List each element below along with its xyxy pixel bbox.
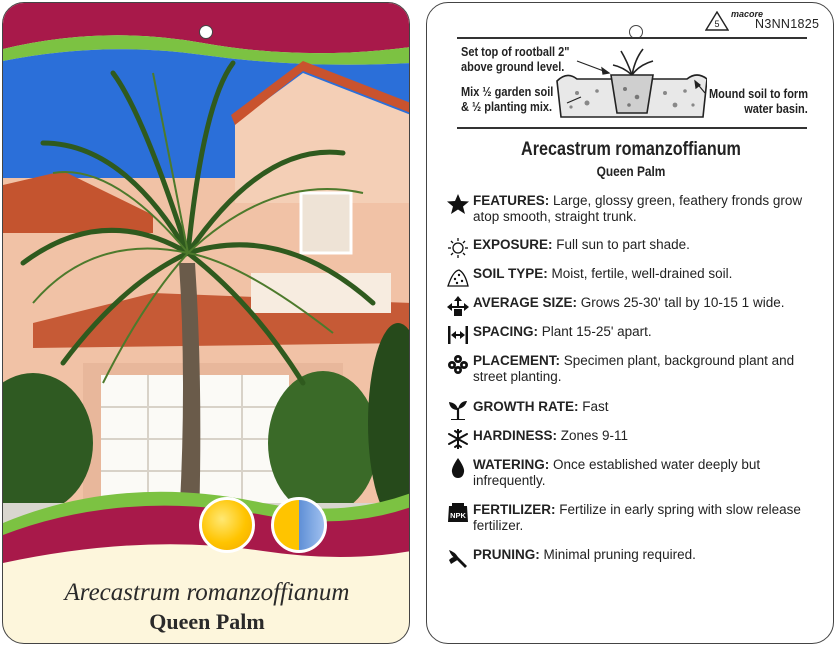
placement-icon (447, 354, 469, 374)
size-icon (447, 296, 469, 316)
svg-text:5: 5 (714, 19, 720, 29)
recycle-icon (705, 11, 729, 31)
growth-icon (447, 400, 469, 420)
snowflake-icon (447, 429, 469, 449)
part-shade-icon (271, 497, 327, 553)
star-icon (447, 194, 469, 214)
back-common-name: Queen Palm (596, 163, 666, 179)
fact-average-size: AVERAGE SIZE: Grows 25-30' tall by 10-15 1 wide. (447, 295, 827, 316)
product-code: N3NN1825 (755, 17, 820, 31)
diagram-mix-label: Mix ½ garden soil & ½ planting mix. (461, 85, 554, 114)
fact-growth-rate: GROWTH RATE: Fast (447, 399, 827, 420)
water-drop-icon (447, 458, 469, 478)
top-divider (457, 37, 807, 39)
soil-icon (447, 267, 469, 287)
front-latin-name: Arecastrum romanzoffianum (64, 579, 350, 606)
fact-soil-type: SOIL TYPE: Moist, fertile, well-drained soil. (447, 266, 827, 287)
fact-pruning: PRUNING: Minimal pruning required. (447, 547, 827, 568)
diagram-top-label: Set top of rootball 2" above ground level. (461, 45, 570, 74)
fact-watering: WATERING: Once established water deeply but infrequently. (447, 457, 827, 489)
spacing-icon (447, 325, 469, 345)
back-latin-name: Arecastrum romanzoffianum (521, 139, 741, 160)
front-common-name: Queen Palm (149, 609, 265, 634)
fact-exposure: EXPOSURE: Full sun to part shade. (447, 237, 827, 258)
full-sun-icon (199, 497, 255, 553)
planting-diagram (547, 41, 707, 123)
pruners-icon (447, 548, 469, 568)
svg-text:NPK: NPK (450, 511, 466, 520)
npk-icon (447, 503, 469, 523)
hang-hole (199, 25, 213, 39)
queen-palm-photo (3, 3, 410, 563)
back-tag (426, 2, 834, 644)
fact-fertilizer: NPK FERTILIZER: Fertilize in early spring with slow release fertilizer. (447, 502, 827, 534)
brand-mark: macore (731, 9, 764, 19)
sun-icon (447, 238, 469, 258)
fact-spacing: SPACING: Plant 15-25' apart. (447, 324, 827, 345)
diagram-divider (457, 127, 807, 129)
fact-features: FEATURES: Large, glossy green, feathery fronds grow atop smooth, straight trunk. (447, 193, 827, 225)
fact-hardiness: HARDINESS: Zones 9-11 (447, 428, 827, 449)
diagram-mound-label: Mound soil to form water basin. (709, 87, 808, 116)
fact-placement: PLACEMENT: Specimen plant, background plant and street planting. (447, 353, 827, 385)
front-tag (2, 2, 410, 644)
